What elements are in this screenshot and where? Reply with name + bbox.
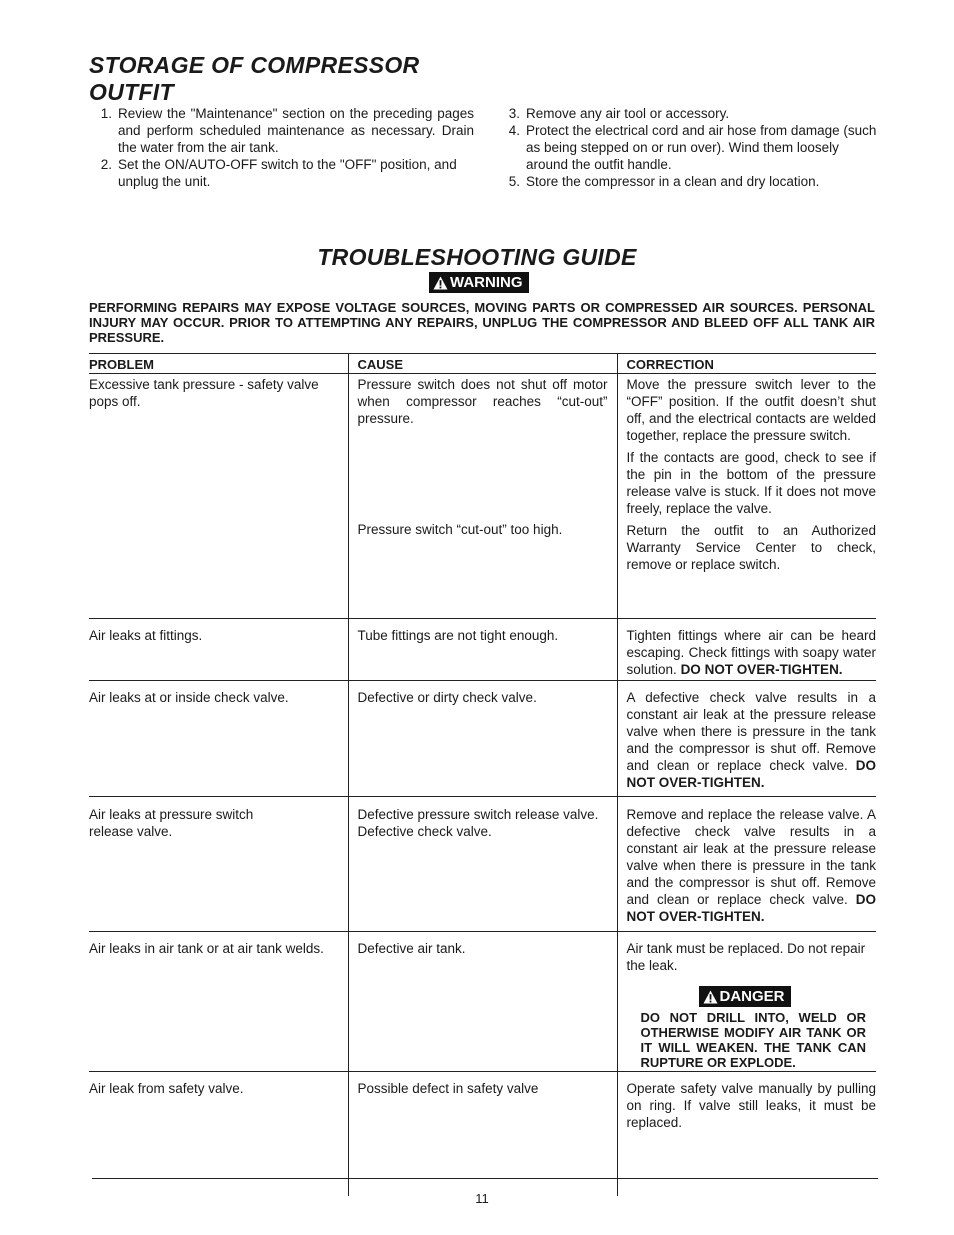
- problem-cell: [89, 797, 348, 932]
- cause-text: Defective pressure switch release valve. Defective check valve.: [357, 807, 599, 839]
- bottom-divider: [92, 1178, 878, 1179]
- cause-text: Possible defect in safety valve: [357, 1081, 539, 1096]
- list-number: 1.: [100, 106, 112, 121]
- list-item: [89, 105, 474, 156]
- warning-triangle-icon: [433, 276, 448, 290]
- list-item: [497, 122, 879, 173]
- list-text: Remove any air tool or accessory.: [526, 106, 730, 121]
- cause-text: Defective air tank.: [357, 941, 466, 956]
- problem-cell: [89, 619, 348, 681]
- cause-text: Pressure switch “cut-out” too high.: [357, 522, 563, 537]
- table-header-row: [89, 354, 876, 374]
- correction-cell: [617, 1072, 876, 1196]
- cause-text: Defective or dirty check valve.: [357, 690, 537, 705]
- list-text: Store the compressor in a clean and dry location.: [526, 174, 820, 189]
- problem-text: Air leaks at or inside check valve.: [89, 690, 289, 705]
- correction-cell: [617, 374, 876, 619]
- danger-badge: [699, 986, 791, 1007]
- cause-text: Tube fittings are not tight enough.: [357, 628, 559, 643]
- problem-text: Excessive tank pressure - safety valve pops off.: [89, 377, 319, 409]
- problem-cell: [89, 681, 348, 797]
- problem-cell: [89, 374, 348, 619]
- table-row: [89, 374, 876, 619]
- problem-text: Air leak from safety valve.: [89, 1081, 244, 1096]
- correction-text: A defective check valve results in a constant air leak at the pressure release valve when there is pressure in the tank and the compressor is shut off. Remove and clean or replace check valve.: [626, 690, 876, 773]
- warning-text: PERFORMING REPAIRS MAY EXPOSE VOLTAGE SOURCES, MOVING PARTS OR COMPRESSED AIR SOURCES. PERSONAL INJURY MAY OCCUR. PRIOR TO ATTEMPTING ANY REPAIRS, UNPLUG THE COMPRESSOR AND BLEED OFF ALL TANK AIR PRESSURE.: [89, 300, 875, 345]
- correction-text: Operate safety valve manually by pulling on ring. If valve still leaks, it must be replaced.: [626, 1081, 876, 1130]
- danger-label: DANGER: [719, 987, 785, 1005]
- cause-cell: [348, 681, 617, 797]
- list-text: Review the "Maintenance" section on the preceding pages and perform scheduled maintenance as necessary. Drain the water from the air tank.: [118, 106, 474, 155]
- storage-list-right: [497, 105, 879, 190]
- list-number: 4.: [508, 123, 520, 138]
- list-text: Protect the electrical cord and air hose from damage (such as being stepped on or run over). Wind them loosely around the outfit handle.: [526, 123, 877, 172]
- page-number: 11: [475, 1191, 489, 1206]
- problem-text: Air leaks at pressure switch release valve.: [89, 807, 254, 839]
- correction-text: Remove and replace the release valve. A defective check valve results in a constant air leak at the pressure release valve when there is pressure in the tank and the compressor is shut off. Remove and clean or replace check valve.: [626, 807, 876, 907]
- problem-text: Air leaks at fittings.: [89, 628, 203, 643]
- storage-title: STORAGE OF COMPRESSOR OUTFIT: [89, 52, 420, 105]
- correction-emphasis: DO NOT OVER-TIGHTEN.: [626, 758, 876, 790]
- list-number: 2.: [100, 157, 112, 172]
- correction-text: Return the outfit to an Authorized Warranty Service Center to check, remove or replace switch.: [626, 523, 876, 572]
- list-text: Set the ON/AUTO-OFF switch to the "OFF" position, and unplug the unit.: [118, 157, 457, 189]
- correction-emphasis: DO NOT OVER-TIGHTEN.: [680, 662, 843, 677]
- cause-cell: [348, 1072, 617, 1196]
- header-correction: CORRECTION: [617, 354, 876, 374]
- list-item: [89, 156, 474, 190]
- problem-text: Air leaks in air tank or at air tank welds.: [89, 941, 324, 956]
- cause-text: Pressure switch does not shut off motor when compressor reaches “cut-out” pressure.: [357, 377, 608, 426]
- table-row: [89, 1072, 876, 1196]
- troubleshooting-title: TROUBLESHOOTING GUIDE: [317, 244, 637, 270]
- correction-emphasis: DO NOT OVER-TIGHTEN.: [626, 892, 876, 924]
- problem-cell: [89, 1072, 348, 1196]
- correction-cell: [617, 619, 876, 681]
- cause-cell: [348, 797, 617, 932]
- correction-cell: [617, 932, 876, 1072]
- correction-text: Air tank must be replaced. Do not repair the leak.: [626, 941, 866, 973]
- correction-text: Move the pressure switch lever to the “OFF” position. If the outfit doesn’t shut off, and the electrical contacts are welded together, replace the pressure switch.: [626, 377, 876, 443]
- list-item: [497, 105, 879, 122]
- danger-text: DO NOT DRILL INTO, WELD OR OTHERWISE MODIFY AIR TANK OR IT WILL WEAKEN. THE TANK CAN RUPTURE OR EXPLODE.: [640, 1009, 866, 1070]
- cause-cell: [348, 932, 617, 1072]
- list-number: 5.: [508, 174, 520, 189]
- list-number: 3.: [508, 106, 520, 121]
- table-row: [89, 681, 876, 797]
- table-row: [89, 797, 876, 932]
- correction-cell: [617, 797, 876, 932]
- cause-cell: [348, 619, 617, 681]
- table-row: [89, 619, 876, 681]
- list-item: [497, 173, 879, 190]
- header-problem: PROBLEM: [89, 354, 348, 374]
- header-cause: CAUSE: [348, 354, 617, 374]
- table-row: [89, 932, 876, 1072]
- troubleshooting-table: [89, 353, 876, 1196]
- storage-list-left: [89, 105, 474, 190]
- warning-badge: [429, 272, 529, 293]
- correction-text: If the contacts are good, check to see if the pin in the bottom of the pressure release valve is stuck. If it does not move freely, replace the valve.: [626, 450, 876, 516]
- warning-label: WARNING: [450, 273, 523, 291]
- warning-triangle-icon: [703, 990, 718, 1004]
- problem-cell: [89, 932, 348, 1072]
- correction-text: Tighten fittings where air can be heard escaping. Check fittings with soapy water solution.: [626, 628, 876, 677]
- correction-cell: [617, 681, 876, 797]
- cause-cell: [348, 374, 617, 619]
